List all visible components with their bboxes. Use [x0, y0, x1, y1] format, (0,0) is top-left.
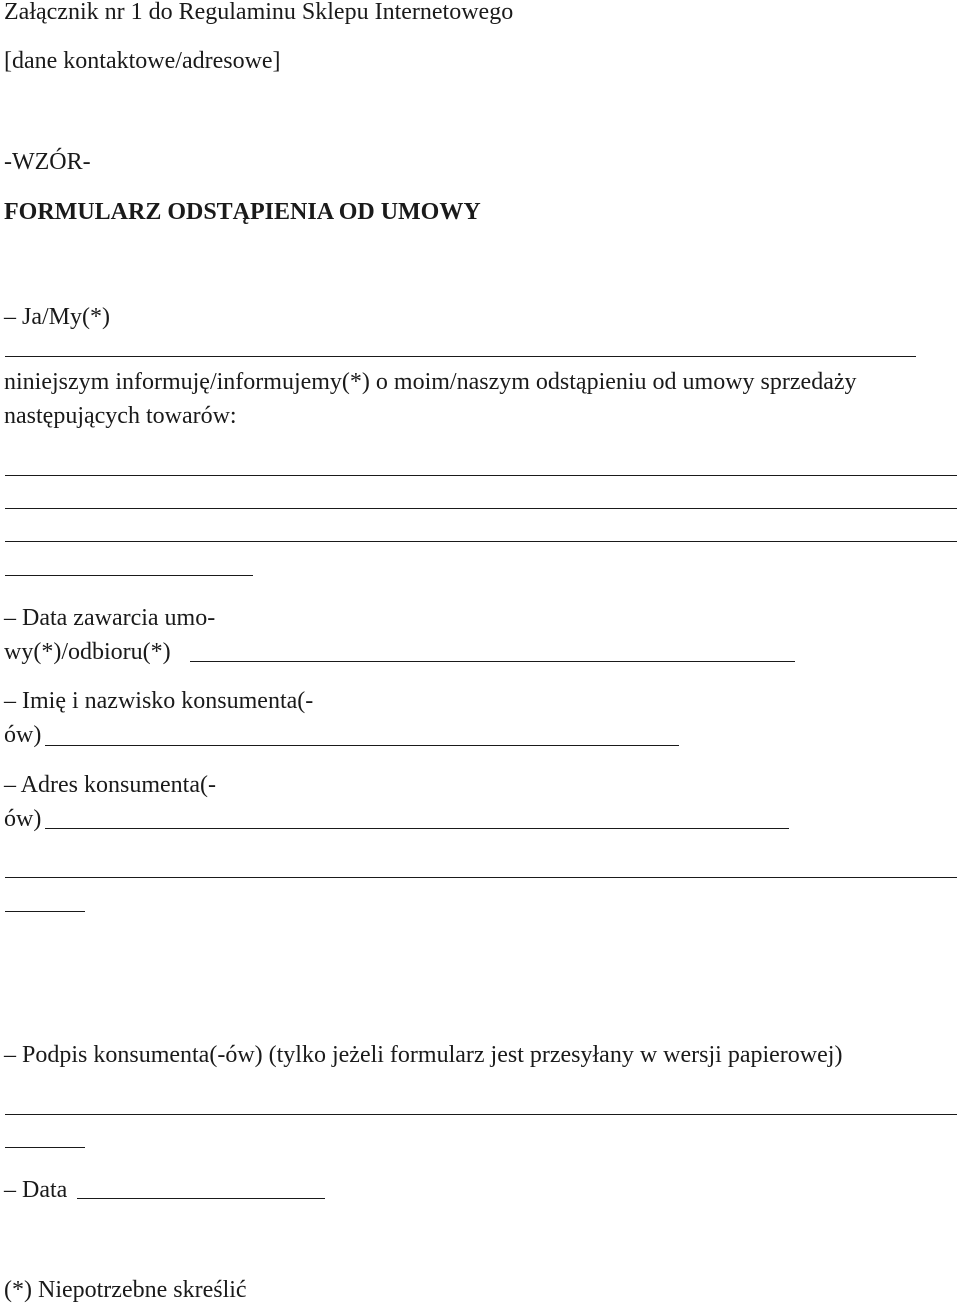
date-fill-line [77, 1198, 325, 1199]
declaration-line-2: następujących towarów: [4, 403, 237, 429]
signature-fill-line [5, 1114, 957, 1115]
consumer-name-label-1: – Imię i nazwisko konsumenta(- [4, 688, 314, 714]
footnote: (*) Niepotrzebne skreślić [4, 1277, 247, 1303]
contract-date-label-1: – Data zawarcia umo- [4, 605, 216, 631]
date-label: – Data [4, 1177, 68, 1203]
goods-fill-line [5, 508, 957, 509]
i-we-label: – Ja/My(*) [4, 304, 110, 330]
attachment-title: Załącznik nr 1 do Regulaminu Sklepu Internetowego [4, 0, 514, 25]
contact-placeholder: [dane kontaktowe/adresowe] [4, 48, 281, 74]
consumer-name-fill-line [45, 745, 679, 746]
goods-fill-line [5, 575, 253, 576]
signature-fill-line [5, 1147, 85, 1148]
consumer-name-label-2: ów) [4, 722, 42, 748]
goods-fill-line [5, 541, 957, 542]
signature-label: – Podpis konsumenta(-ów) (tylko jeżeli formularz jest przesyłany w wersji papierowej) [4, 1042, 843, 1068]
consumer-address-fill-line [45, 828, 789, 829]
goods-fill-line [5, 475, 957, 476]
contract-date-fill-line [190, 661, 795, 662]
consumer-address-label-1: – Adres konsumenta(- [4, 772, 216, 798]
consumer-address-fill-line [5, 911, 85, 912]
template-label: -WZÓR- [4, 149, 91, 175]
name-fill-line [5, 356, 916, 357]
form-title: FORMULARZ ODSTĄPIENIA OD UMOWY [4, 199, 481, 225]
declaration-line-1: niniejszym informuję/informujemy(*) o moim/naszym odstąpieniu od umowy sprzedaży [4, 369, 857, 395]
consumer-address-fill-line [5, 877, 957, 878]
contract-date-label-2: wy(*)/odbioru(*) [4, 639, 171, 665]
consumer-address-label-2: ów) [4, 806, 42, 832]
